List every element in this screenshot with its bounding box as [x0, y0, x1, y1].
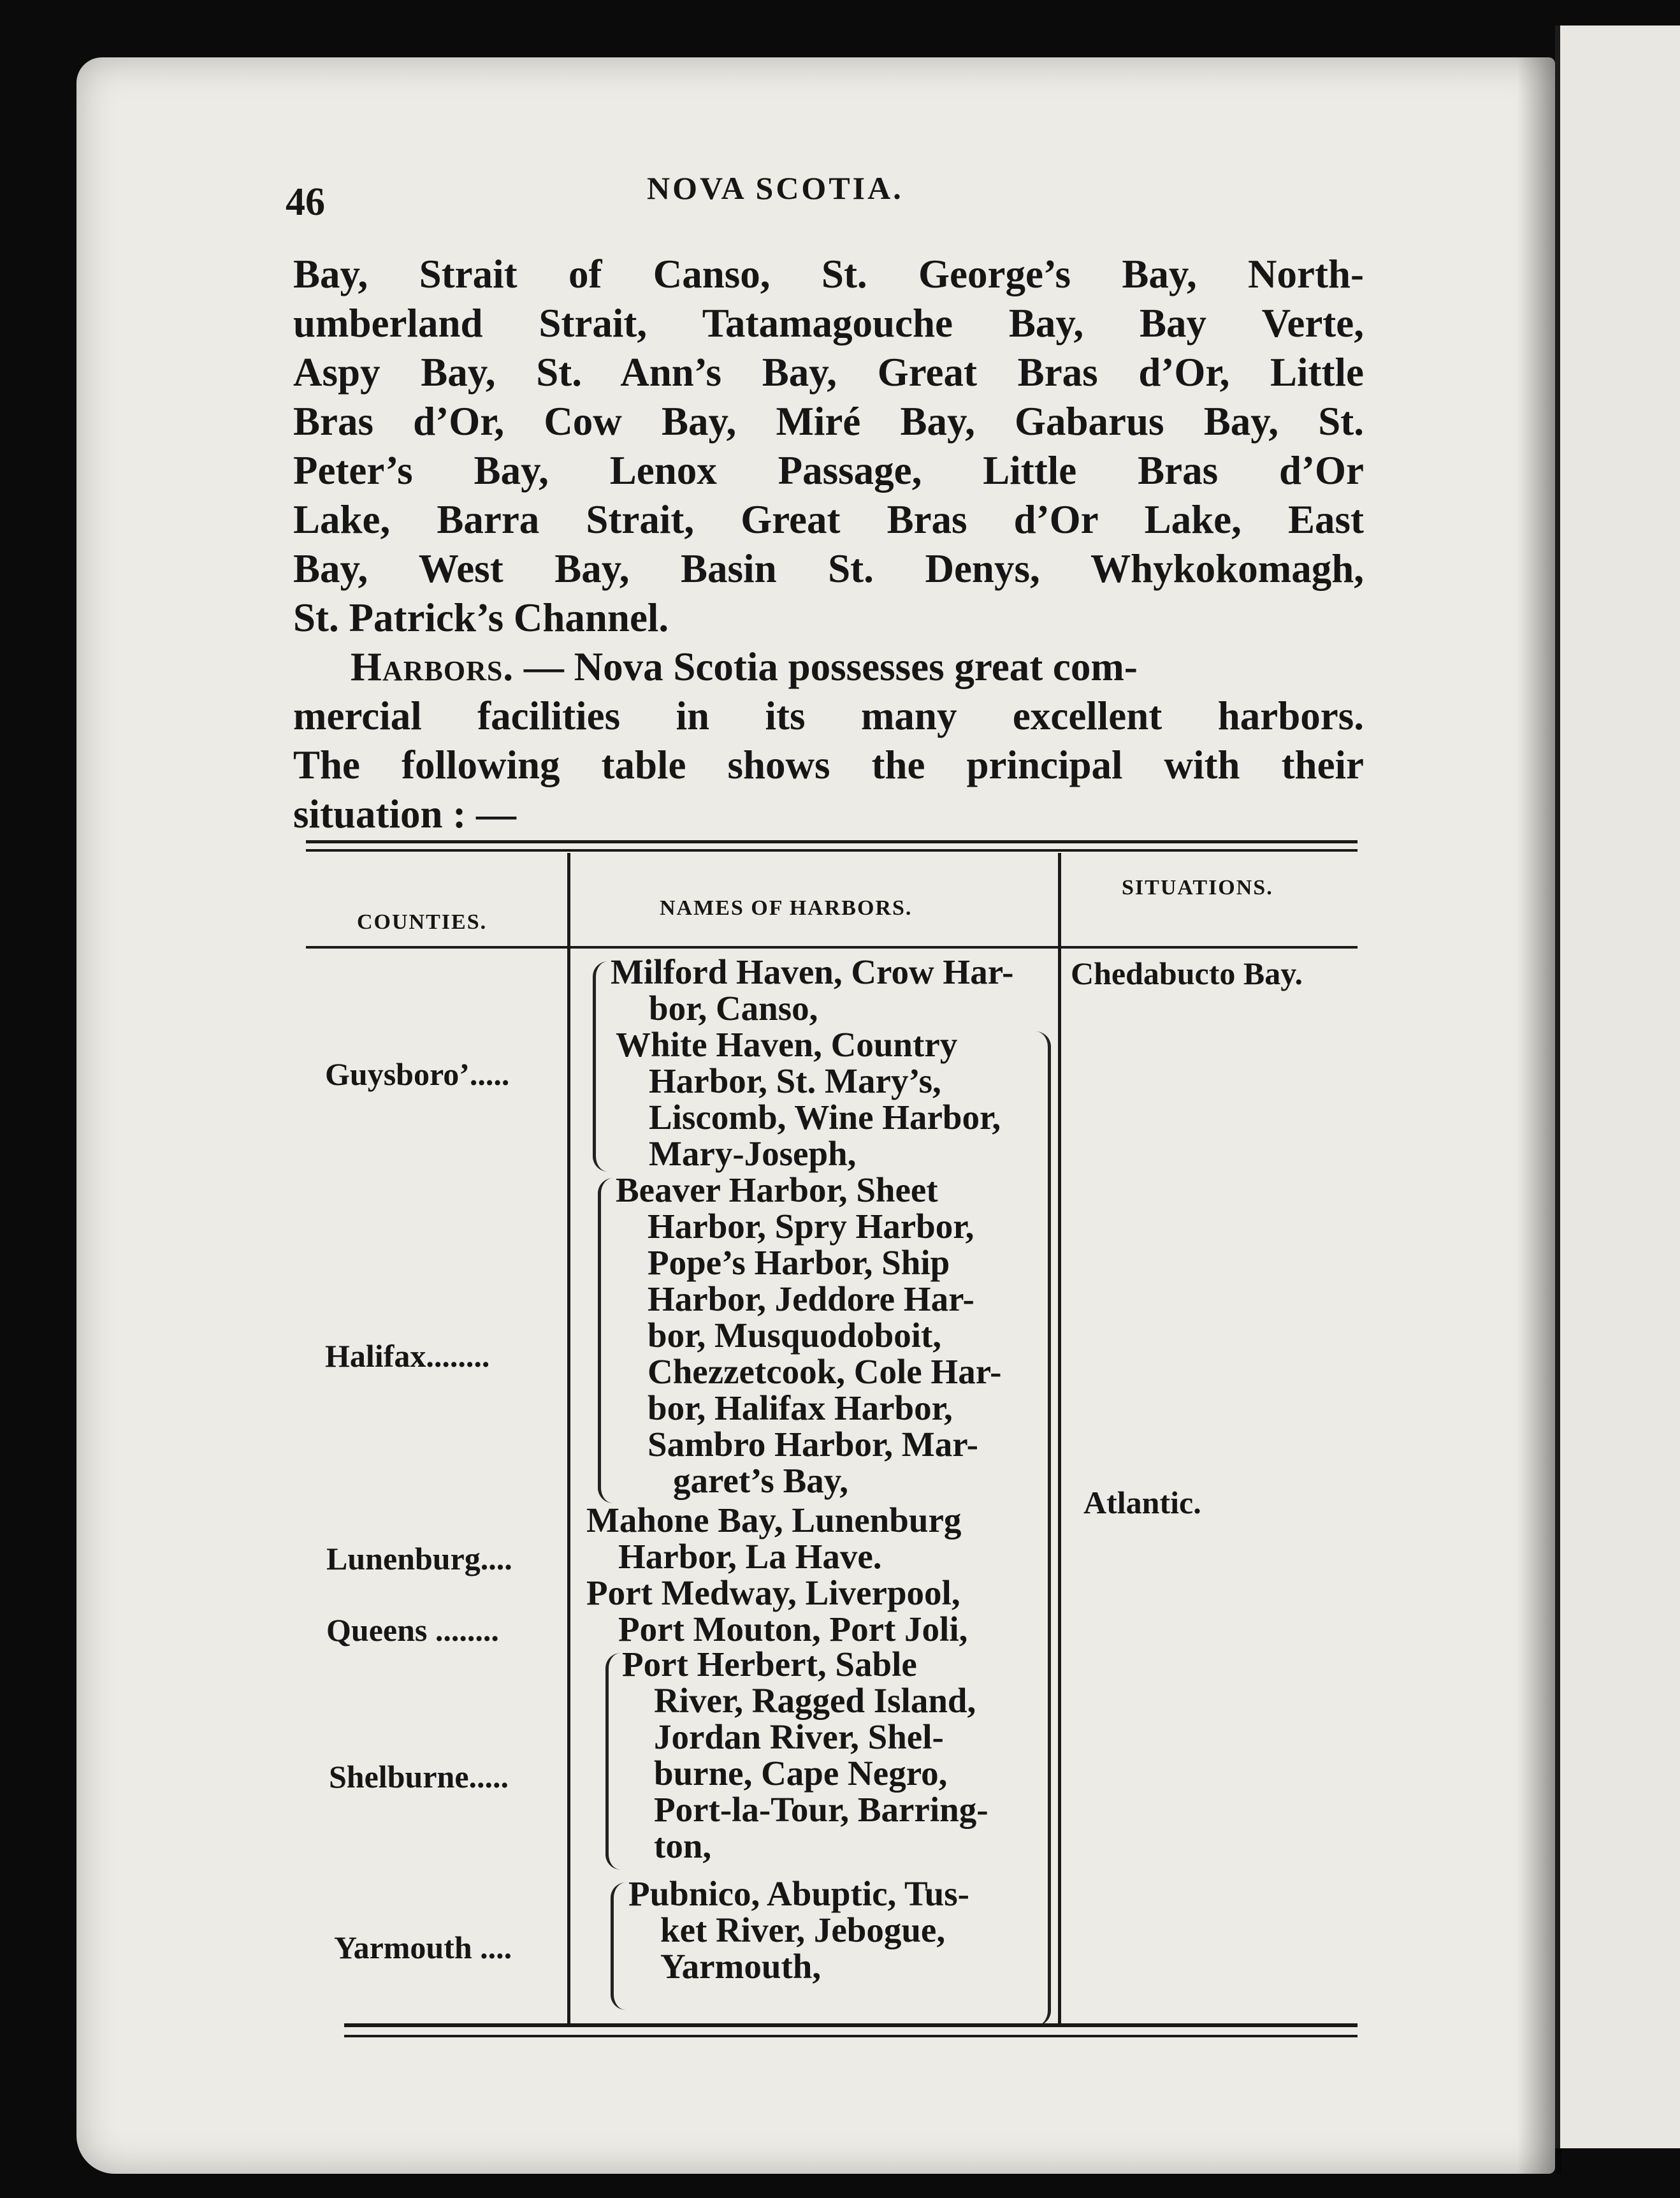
harbor-line: Mary-Joseph, [649, 1134, 857, 1173]
county-guysboro: Guysboro’..... [325, 1056, 510, 1092]
table-top-rule [306, 840, 1358, 843]
harbor-line: Port-la-Tour, Barring- [654, 1790, 988, 1829]
harbor-line: Pubnico, Abuptic, Tus- [628, 1874, 969, 1913]
harbors-halifax [616, 1172, 1062, 1499]
harbor-line: bor, Halifax Harbor, [648, 1388, 953, 1427]
text-line: umberland Strait, Tatamagouche Bay, Bay Verte, [293, 301, 1364, 346]
brace [598, 1178, 614, 1503]
text-line: mercial facilities in its many excellent harbors. [293, 694, 1364, 738]
text-line: The following table shows the principal with their [293, 743, 1364, 787]
header-situations: SITUATIONS. [1122, 876, 1273, 899]
facing-page-edge [1555, 25, 1680, 2148]
harbor-line: ton, [654, 1826, 712, 1865]
harbor-line: Liscomb, Wine Harbor, [649, 1098, 1001, 1137]
county-shelburne: Shelburne..... [329, 1759, 509, 1794]
harbor-line: Harbor, Jeddore Har- [648, 1279, 974, 1318]
harbor-line: Chezzetcook, Cole Har- [648, 1352, 1002, 1391]
harbor-line: ket River, Jebogue, [660, 1911, 946, 1949]
text-line [293, 643, 1364, 692]
harbor-line: Mahone Bay, Lunenburg [586, 1501, 962, 1539]
harbor-line: Harbor, La Have. [618, 1537, 882, 1576]
harbor-line: garet’s Bay, [673, 1461, 848, 1500]
page-number: 46 [286, 180, 325, 224]
table-bottom-rule-2 [344, 2035, 1358, 2037]
harbor-line: bor, Canso, [649, 989, 818, 1028]
harbors-table [306, 840, 1358, 2045]
body-text [293, 250, 1364, 839]
harbor-line: burne, Cape Negro, [654, 1754, 948, 1793]
text-line: Bay, West Bay, Basin St. Denys, Whykokomagh, [293, 546, 1364, 591]
text-line: Bay, Strait of Canso, St. George’s Bay, North- [293, 252, 1364, 296]
harbor-line: Port Herbert, Sable [622, 1645, 917, 1684]
harbors-lunenburg [586, 1502, 1058, 1575]
harbor-line: Port Medway, Liverpool, [586, 1573, 960, 1612]
column-divider [567, 853, 570, 2026]
county-queens: Queens ........ [326, 1612, 499, 1648]
harbors-heading: Harbors. [351, 644, 514, 689]
brace [611, 1882, 626, 2010]
harbor-line: Milford Haven, Crow Har- [611, 952, 1014, 991]
harbor-line: Harbor, Spry Harbor, [648, 1207, 974, 1246]
harbor-line: Beaver Harbor, Sheet [616, 1170, 938, 1209]
harbors-yarmouth [628, 1875, 1062, 1984]
harbor-line: River, Ragged Island, [654, 1681, 976, 1720]
text-line: Lake, Barra Strait, Great Bras d’Or Lake, East [293, 497, 1364, 542]
harbor-line: Harbor, St. Mary’s, [649, 1061, 941, 1100]
brace [593, 961, 609, 1172]
harbor-line: bor, Musquodoboit, [648, 1316, 942, 1355]
county-yarmouth: Yarmouth .... [334, 1930, 512, 1965]
text-line: Peter’s Bay, Lenox Passage, Little Bras d’Or [293, 448, 1364, 493]
harbors-intro: — Nova Scotia possesses great com- [523, 644, 1138, 689]
harbor-line: Port Mouton, Port Joli, [618, 1610, 968, 1648]
text-line: Bras d’Or, Cow Bay, Miré Bay, Gabarus Bay, St. [293, 399, 1364, 444]
text-line: St. Patrick’s Channel. [293, 595, 669, 640]
harbor-line: Jordan River, Shel- [654, 1717, 944, 1756]
harbors-shelburne [622, 1646, 1062, 1864]
harbor-line: White Haven, Country [616, 1025, 958, 1064]
table-bottom-rule [344, 2023, 1358, 2027]
header-counties: COUNTIES. [357, 910, 488, 934]
table-top-rule-2 [306, 849, 1358, 852]
harbor-line: Yarmouth, [660, 1947, 822, 1986]
running-title: NOVA SCOTIA. [647, 170, 904, 206]
text-line: Aspy Bay, St. Ann’s Bay, Great Bras d’Or, Little [293, 350, 1364, 395]
harbors-guysboro [611, 954, 1057, 1172]
harbor-line: Sambro Harbor, Mar- [648, 1425, 978, 1464]
text-line: situation : — [293, 792, 517, 836]
county-lunenburg: Lunenburg.... [326, 1541, 512, 1576]
county-halifax: Halifax........ [325, 1338, 490, 1374]
situation-chedabucto: Chedabucto Bay. [1071, 956, 1303, 991]
header-rule [306, 946, 1358, 949]
harbors-queens [586, 1575, 1058, 1647]
situation-atlantic: Atlantic. [1083, 1485, 1201, 1520]
brace [605, 1653, 621, 1870]
harbor-line: Pope’s Harbor, Ship [648, 1243, 950, 1282]
header-harbors: NAMES OF HARBORS. [660, 896, 913, 920]
